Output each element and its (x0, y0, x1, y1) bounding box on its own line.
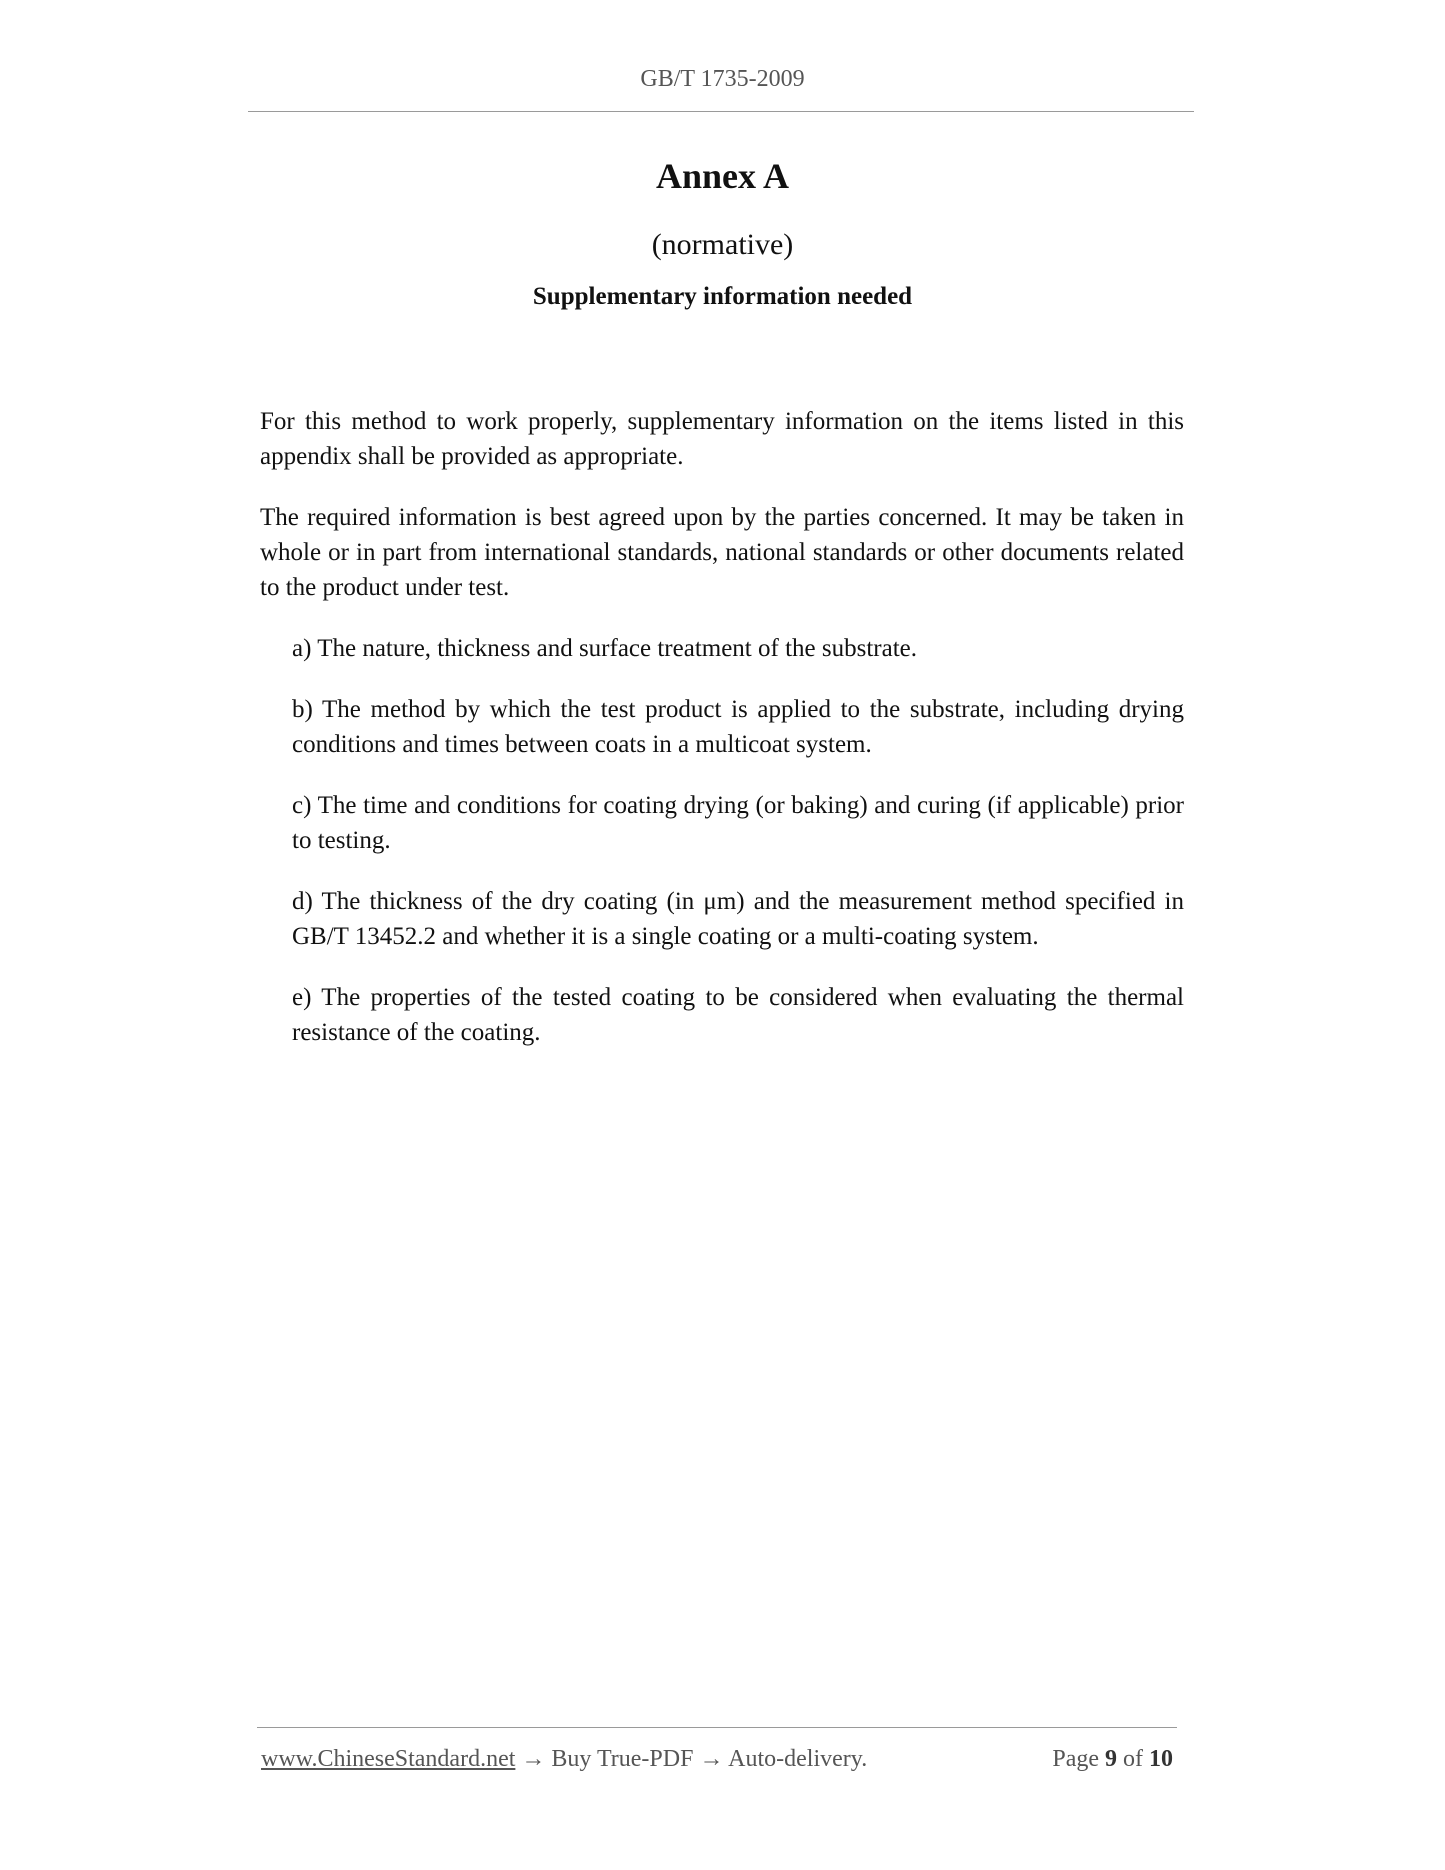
arrow-right-icon: → (699, 1746, 724, 1772)
page-total: 10 (1149, 1746, 1173, 1772)
footer-divider (257, 1727, 1177, 1728)
annex-type: (normative) (651, 228, 794, 261)
buy-pdf-label: Buy True-PDF (551, 1746, 694, 1772)
footer-promo (261, 1746, 867, 1773)
list-item: c) The time and conditions for coating drying (or baking) and curing (if applicable) prior to testing. (292, 792, 1184, 854)
page-number (1052, 1746, 1173, 1773)
site-link[interactable]: www.ChineseStandard.net (261, 1746, 516, 1772)
list-item: e) The properties of the tested coating to be considered when evaluating the thermal resistance of the coating. (292, 984, 1184, 1046)
body-paragraph: For this method to work properly, supplementary information on the items listed in this appendix shall be provided as appropriate. (260, 408, 1184, 470)
auto-delivery-label: Auto-delivery. (728, 1746, 868, 1772)
header-divider (248, 111, 1194, 112)
list-item: a) The nature, thickness and surface treatment of the substrate. (292, 635, 917, 662)
page-of-label: of (1123, 1746, 1143, 1772)
page-header-code: GB/T 1735-2009 (640, 66, 805, 92)
body-paragraph: The required information is best agreed upon by the parties concerned. It may be taken in whole or in part from international standards, national standards or other documents related to the product under test. (260, 504, 1184, 601)
list-item: b) The method by which the test product is applied to the substrate, including drying conditions and times between coats in a multicoat system. (292, 696, 1184, 758)
annex-body (260, 404, 1184, 1076)
list-item: d) The thickness of the dry coating (in μm) and the measurement method specified in GB/T 13452.2 and whether it is a single coating or a multi-coating system. (292, 888, 1184, 950)
page-label: Page (1052, 1746, 1099, 1772)
annex-title: Annex A (655, 156, 790, 196)
arrow-right-icon: → (521, 1746, 546, 1772)
annex-subtitle: Supplementary information needed (532, 283, 913, 310)
page-current: 9 (1105, 1746, 1117, 1772)
